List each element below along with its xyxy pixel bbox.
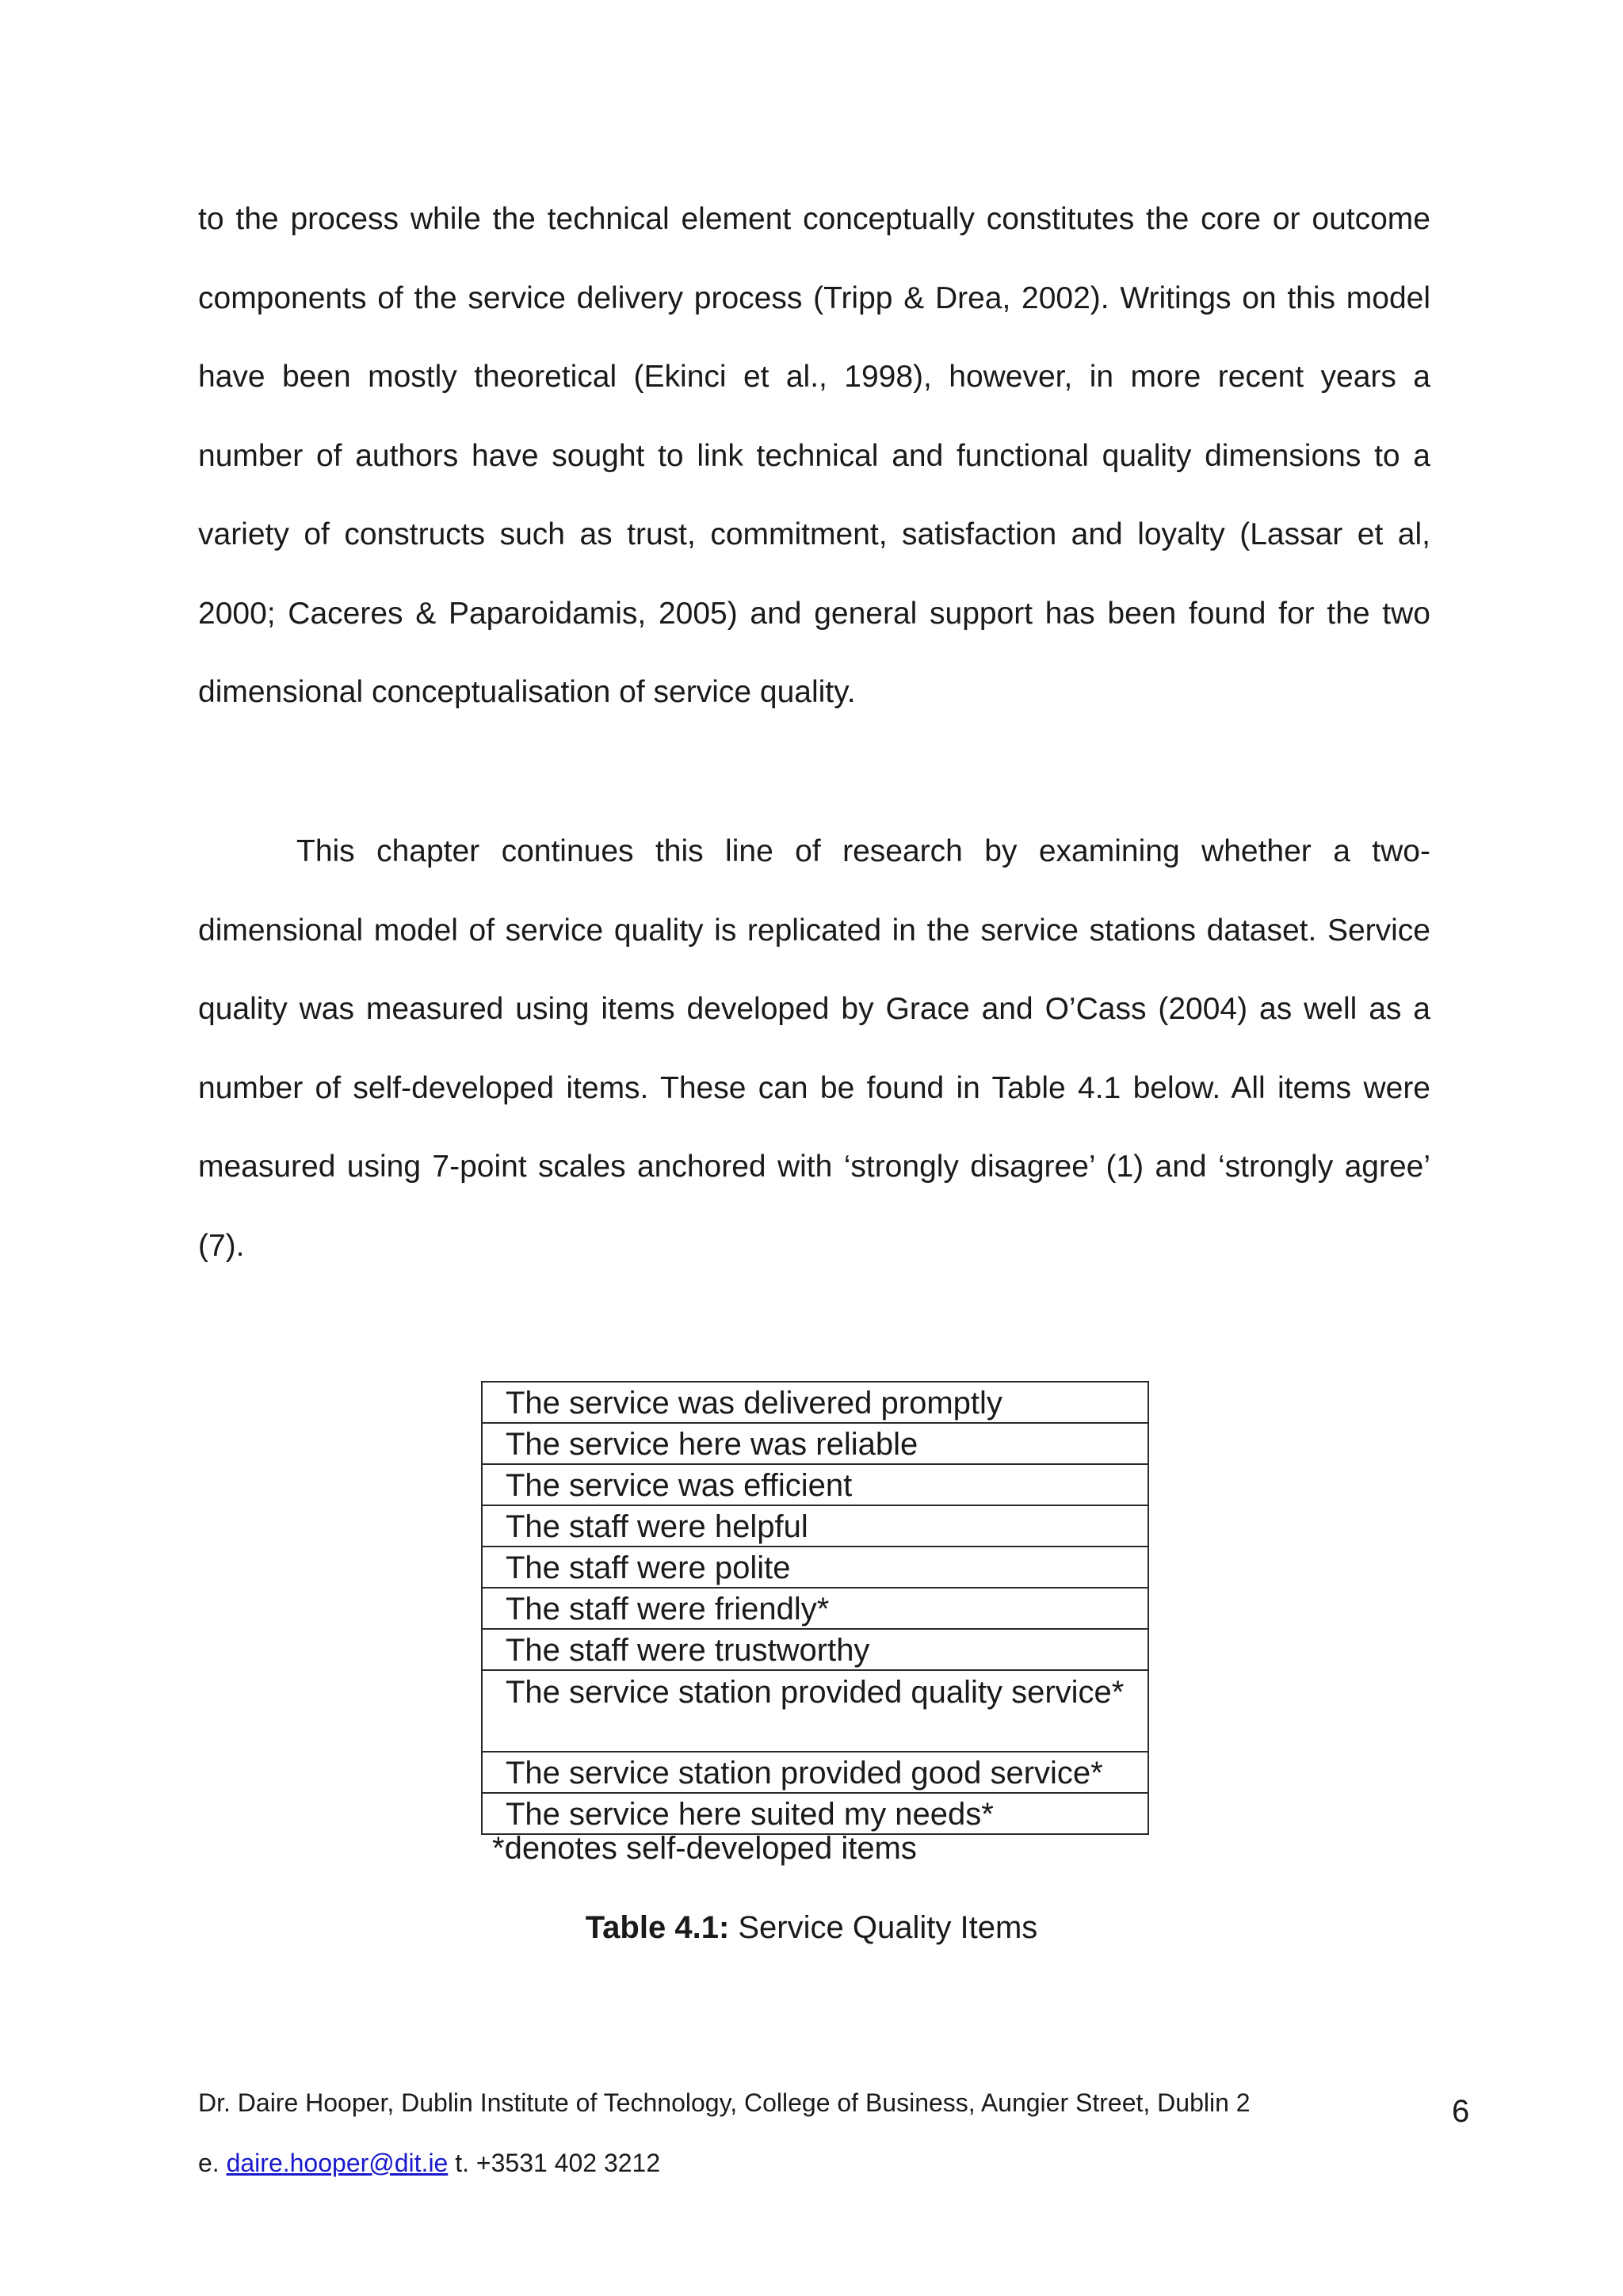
table-caption (0, 1908, 1623, 1947)
phone-number: t. +3531 402 3212 (448, 2149, 661, 2177)
email-prefix: e. (198, 2149, 227, 2177)
table-cell: The service was delivered promptly (482, 1382, 1148, 1423)
body-paragraph-1: to the process while the technical element conceptually constitutes the core or outcome components of the service delivery process (Tripp & Drea, 2002). Writings on this model have been mostly theoretical (Ekinci et al., 1998), however, in more recent years a number of authors have sought to link technical and functional quality dimensions to a variety of constructs such as trust, commitment, satisfaction and loyalty (Lassar et al, 2000; Caceres & Paparoidamis, 2005) and general support has been found for the two dimensional conceptualisation of service quality. (198, 202, 1430, 709)
table-cell: The service was efficient (482, 1464, 1148, 1505)
table-cell: The service station provided quality service* (482, 1670, 1148, 1752)
table-row (482, 1752, 1148, 1793)
table-cell: The staff were trustworthy (482, 1629, 1148, 1670)
table-row (482, 1464, 1148, 1505)
page-number: 6 (1452, 2094, 1470, 2129)
table-row (482, 1588, 1148, 1629)
table-caption-text: Service Quality Items (729, 1910, 1038, 1945)
footer-author-line: Dr. Daire Hooper, Dublin Institute of Technology, College of Business, Aungier Street, Dublin 2 (198, 2088, 1251, 2117)
table-row (482, 1423, 1148, 1464)
table-row (482, 1629, 1148, 1670)
table-row (482, 1547, 1148, 1588)
table-cell: The staff were polite (482, 1547, 1148, 1588)
body-paragraph-2: This chapter continues this line of research by examining whether a two-dimensional model of service quality is replicated in the service stations dataset. Service quality was measured using items developed by Grace and O’Cass (2004) as well as a number of self-developed items. These can be found in Table 4.1 below. All items were measured using 7-point scales anchored with ‘strongly disagree’ (1) and ‘strongly agree’ (7). (198, 834, 1430, 1263)
table-cell: The staff were helpful (482, 1505, 1148, 1547)
table-cell: The service station provided good service* (482, 1752, 1148, 1793)
table-caption-label: Table 4.1: (585, 1910, 730, 1945)
footer-contact-line (198, 2147, 660, 2179)
email-link[interactable]: daire.hooper@dit.ie (226, 2149, 449, 2177)
table-cell: The service here was reliable (482, 1423, 1148, 1464)
table-footnote: *denotes self-developed items (492, 1831, 917, 1866)
table-cell: The staff were friendly* (482, 1588, 1148, 1629)
table-cell: The service here suited my needs* (482, 1793, 1148, 1834)
table-row (482, 1505, 1148, 1547)
service-quality-items-table (481, 1381, 1149, 1835)
table-row (482, 1670, 1148, 1752)
table-row (482, 1382, 1148, 1423)
